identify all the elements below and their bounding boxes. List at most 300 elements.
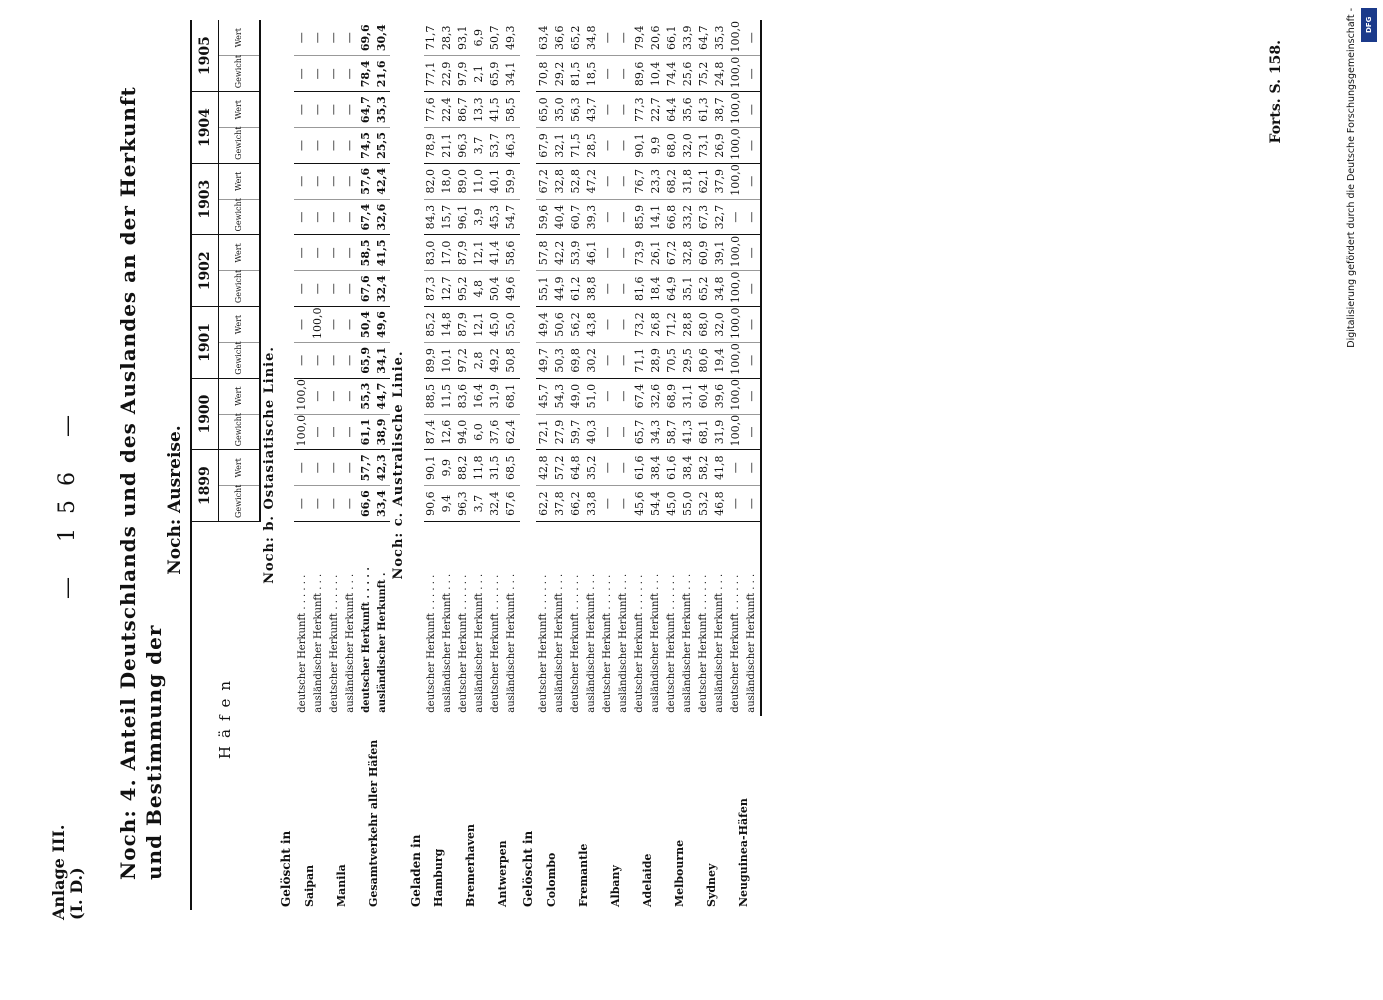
gewicht-value: —	[728, 486, 744, 522]
wert-value: 39,1	[712, 235, 728, 271]
gewicht-value: 97,9	[456, 56, 472, 92]
gewicht-value: —	[744, 128, 761, 164]
gewicht-value: —	[342, 199, 358, 235]
gewicht-value: 45,3	[488, 199, 504, 235]
wert-value: 45,0	[488, 307, 504, 343]
gewicht-value: 45,0	[664, 486, 680, 522]
gewicht-value: 4,8	[472, 271, 488, 307]
gewicht-value: 78,9	[424, 128, 440, 164]
port-name: Manila	[335, 864, 348, 907]
gewicht-value: —	[310, 128, 326, 164]
annex-line-2: (I. D.)	[67, 867, 87, 920]
wert-value: 56,3	[568, 92, 584, 128]
wert-value: —	[616, 20, 632, 56]
wert-header: Wert	[219, 450, 261, 486]
wert-value: —	[744, 92, 761, 128]
gewicht-value: 28,9	[648, 342, 664, 378]
gewicht-value: 96,3	[456, 486, 472, 522]
gewicht-value: 70,8	[536, 56, 552, 92]
wert-value: —	[326, 20, 342, 56]
origin-label: deutscher Herkunft . . . . . .	[458, 574, 470, 713]
table-heading: Noch: 4. Anteil Deutschlands und des Auslandes an der Herkunft und Bestimmung der	[116, 86, 166, 880]
gewicht-value: —	[326, 342, 342, 378]
port-name: Albany	[608, 865, 622, 907]
gewicht-value: —	[616, 199, 632, 235]
origin-label: ausländischer Herkunft . . .	[618, 573, 630, 713]
gewicht-value: 69,8	[568, 342, 584, 378]
gewicht-value: 94,0	[456, 414, 472, 450]
gewicht-value: 41,3	[680, 414, 696, 450]
table-row	[358, 20, 374, 910]
wert-value: 61,6	[632, 450, 648, 486]
origin-label: ausländischer Herkunft . . .	[442, 573, 454, 713]
gewicht-value: 40,4	[552, 199, 568, 235]
gewicht-value: 89,6	[632, 56, 648, 92]
wert-value: 32,8	[680, 235, 696, 271]
gewicht-value: —	[600, 342, 616, 378]
wert-value: —	[342, 235, 358, 271]
wert-value: —	[326, 378, 342, 414]
gewicht-value: 50,8	[504, 342, 520, 378]
gewicht-value: 71,1	[632, 342, 648, 378]
origin-label: ausländischer Herkunft . . .	[554, 573, 566, 713]
gewicht-value: 35,1	[680, 271, 696, 307]
gewicht-value: —	[744, 199, 761, 235]
gewicht-value: —	[616, 486, 632, 522]
wert-value: 49,6	[374, 307, 390, 343]
wert-value: 9,9	[440, 450, 456, 486]
wert-value: —	[600, 378, 616, 414]
gewicht-value: 68,0	[664, 128, 680, 164]
gewicht-value: 25,5	[374, 128, 390, 164]
continuation-note: Forts. S. 158.	[1268, 40, 1284, 144]
wert-value: 57,8	[536, 235, 552, 271]
wert-value: 58,5	[504, 92, 520, 128]
wert-value: 59,9	[504, 163, 520, 199]
gewicht-value: 50,3	[552, 342, 568, 378]
gewicht-value: —	[600, 56, 616, 92]
gewicht-value: 85,9	[632, 199, 648, 235]
gewicht-value: 2,1	[472, 56, 488, 92]
wert-value: 42,2	[552, 235, 568, 271]
wert-value: 64,7	[696, 20, 712, 56]
gewicht-value: 31,9	[712, 414, 728, 450]
table-row	[632, 20, 648, 910]
origin-label: deutscher Herkunft . . . . . .	[634, 574, 646, 713]
wert-value: 34,8	[584, 20, 600, 56]
table-row	[664, 20, 680, 910]
wert-value: 68,2	[664, 163, 680, 199]
gewicht-value: —	[342, 486, 358, 522]
gewicht-value: —	[294, 486, 310, 522]
wert-value: 68,9	[664, 378, 680, 414]
port-name: Saipan	[303, 864, 316, 907]
gewicht-value: —	[744, 56, 761, 92]
wert-value: 54,3	[552, 378, 568, 414]
gewicht-value: —	[294, 199, 310, 235]
page-number: — 156 —	[55, 401, 80, 599]
gewicht-value: 65,7	[632, 414, 648, 450]
gewicht-value: 49,2	[488, 342, 504, 378]
wert-value: 100,0	[310, 307, 326, 343]
gewicht-value: 10,1	[440, 342, 456, 378]
gewicht-value: —	[616, 128, 632, 164]
gewicht-value: 96,3	[456, 128, 472, 164]
wert-value: 43,8	[584, 307, 600, 343]
table-row	[536, 20, 552, 910]
wert-value: 67,2	[536, 163, 552, 199]
wert-value: 88,2	[456, 450, 472, 486]
gewicht-value: —	[600, 414, 616, 450]
gewicht-value: 49,6	[504, 271, 520, 307]
origin-label: deutscher Herkunft . . . . . .	[666, 574, 678, 713]
origin-label: deutscher Herkunft . . . . . .	[570, 574, 582, 713]
wert-value: 31,1	[680, 378, 696, 414]
gewicht-value: 65,2	[696, 271, 712, 307]
wert-value: 100,0	[728, 235, 744, 271]
gewicht-value: 9,4	[440, 486, 456, 522]
gewicht-value: —	[294, 342, 310, 378]
wert-value: 12,1	[472, 235, 488, 271]
wert-value: —	[744, 450, 761, 486]
gewicht-value: —	[326, 271, 342, 307]
port-name: Gesamtverkehr aller Häfen	[367, 739, 380, 907]
wert-value: 65,0	[536, 92, 552, 128]
wert-value: 26,1	[648, 235, 664, 271]
origin-label: ausländischer Herkunft . . .	[312, 573, 324, 713]
wert-value: 38,4	[648, 450, 664, 486]
gewicht-value: 44,9	[552, 271, 568, 307]
gewicht-value: —	[326, 199, 342, 235]
wert-value: —	[326, 450, 342, 486]
gewicht-value: 90,1	[632, 128, 648, 164]
port-name: Melbourne	[672, 839, 686, 907]
wert-value: 58,2	[696, 450, 712, 486]
origin-label: deutscher Herkunft . . . . . .	[698, 574, 710, 713]
gewicht-value: 15,7	[440, 199, 456, 235]
wert-value: 100,0	[728, 163, 744, 199]
gewicht-value: 6,0	[472, 414, 488, 450]
wert-value: 62,1	[696, 163, 712, 199]
gewicht-header: Gewicht	[219, 128, 261, 164]
origin-label: deutscher Herkunft . . . . . .	[490, 574, 502, 713]
gewicht-value: 61,1	[358, 414, 374, 450]
wert-value: 33,9	[680, 20, 696, 56]
gewicht-value: 14,1	[648, 199, 664, 235]
port-name: Adelaide	[640, 853, 654, 907]
gewicht-value: —	[616, 414, 632, 450]
gewicht-value: 18,4	[648, 271, 664, 307]
origin-label: ausländischer Herkunft . . .	[682, 573, 694, 713]
gewicht-value: —	[342, 342, 358, 378]
gewicht-value: 67,3	[696, 199, 712, 235]
wert-value: —	[616, 378, 632, 414]
gewicht-value: 33,4	[374, 486, 390, 522]
year-header: 1902	[191, 235, 219, 307]
wert-value: —	[600, 163, 616, 199]
gewicht-value: —	[600, 199, 616, 235]
wert-value: 53,9	[568, 235, 584, 271]
wert-value: 64,4	[664, 92, 680, 128]
gewicht-value: 66,6	[358, 486, 374, 522]
wert-value: 66,1	[664, 20, 680, 56]
wert-value: 46,1	[584, 235, 600, 271]
wert-value: 67,2	[664, 235, 680, 271]
gewicht-value: 96,1	[456, 199, 472, 235]
wert-value: 85,2	[424, 307, 440, 343]
gewicht-value: 71,5	[568, 128, 584, 164]
origin-label: deutscher Herkunft . . . . . .	[296, 574, 308, 713]
wert-value: —	[310, 450, 326, 486]
wert-value: 68,5	[504, 450, 520, 486]
gewicht-value: 81,5	[568, 56, 584, 92]
gewicht-value: 67,6	[504, 486, 520, 522]
wert-value: 35,3	[712, 20, 728, 56]
wert-value: 83,6	[456, 378, 472, 414]
gewicht-value: 32,4	[488, 486, 504, 522]
gewicht-value: 26,9	[712, 128, 728, 164]
wert-value: 42,4	[374, 163, 390, 199]
wert-value: 77,6	[424, 92, 440, 128]
gewicht-value: 100,0	[728, 271, 744, 307]
table-row	[600, 20, 616, 910]
gewicht-value: —	[310, 56, 326, 92]
gewicht-value: 67,4	[358, 199, 374, 235]
wert-value: 32,8	[552, 163, 568, 199]
gewicht-value: 64,9	[664, 271, 680, 307]
year-header: 1904	[191, 92, 219, 164]
gewicht-value: 19,4	[712, 342, 728, 378]
gewicht-value: —	[294, 128, 310, 164]
wert-value: 42,8	[536, 450, 552, 486]
gewicht-value: 9,9	[648, 128, 664, 164]
wert-value: 57,2	[552, 450, 568, 486]
group-label: Geladen in	[408, 834, 423, 907]
gewicht-value: —	[744, 486, 761, 522]
gewicht-value: 32,1	[552, 128, 568, 164]
wert-value: 38,4	[680, 450, 696, 486]
wert-value: 11,0	[472, 163, 488, 199]
gewicht-value: 95,2	[456, 271, 472, 307]
gewicht-header: Gewicht	[219, 199, 261, 235]
gewicht-value: 25,6	[680, 56, 696, 92]
gewicht-value: 49,7	[536, 342, 552, 378]
gewicht-value: 38,8	[584, 271, 600, 307]
port-name: Bremerhaven	[464, 823, 478, 907]
wert-value: —	[294, 307, 310, 343]
gewicht-value: 74,5	[358, 128, 374, 164]
gewicht-value: —	[600, 128, 616, 164]
gewicht-value: 29,2	[552, 56, 568, 92]
wert-value: 89,0	[456, 163, 472, 199]
wert-value: 45,7	[536, 378, 552, 414]
group-label: Gelöscht in	[520, 830, 535, 907]
wert-value: —	[326, 235, 342, 271]
table-body	[260, 20, 761, 910]
gewicht-value: —	[744, 342, 761, 378]
gewicht-value: 87,4	[424, 414, 440, 450]
wert-value: 100,0	[728, 92, 744, 128]
table-row	[326, 20, 342, 910]
wert-value: 11,8	[472, 450, 488, 486]
gewicht-header: Gewicht	[219, 414, 261, 450]
wert-value: —	[342, 450, 358, 486]
gewicht-header: Gewicht	[219, 342, 261, 378]
gewicht-value: 32,0	[680, 128, 696, 164]
section-title: Noch: b. Ostasiatische Linie.	[262, 346, 277, 584]
gewicht-header: Gewicht	[219, 56, 261, 92]
wert-value: —	[744, 307, 761, 343]
gewicht-value: 18,5	[584, 56, 600, 92]
gewicht-value: 66,8	[664, 199, 680, 235]
wert-value: 38,7	[712, 92, 728, 128]
table-row	[728, 20, 744, 910]
gewicht-value: 3,7	[472, 486, 488, 522]
group-row	[520, 20, 536, 910]
wert-value: 22,7	[648, 92, 664, 128]
gewicht-value: —	[728, 199, 744, 235]
wert-value: —	[294, 92, 310, 128]
dfg-logo: DFG	[1361, 8, 1377, 42]
origin-label: ausländischer Herkunft . . .	[344, 573, 356, 713]
wert-value: 49,0	[568, 378, 584, 414]
gewicht-value: 59,6	[536, 199, 552, 235]
wert-value: 87,9	[456, 307, 472, 343]
port-name: Fremantle	[576, 843, 590, 907]
wert-value: —	[342, 20, 358, 56]
table-subheading: Noch: Ausreise.	[165, 425, 185, 575]
gewicht-value: —	[616, 271, 632, 307]
table-row	[424, 20, 440, 910]
origin-label: ausländischer Herkunft . . .	[744, 522, 761, 716]
wert-value: 88,5	[424, 378, 440, 414]
gewicht-value: 58,7	[664, 414, 680, 450]
gewicht-value: —	[744, 271, 761, 307]
gewicht-value: 65,9	[488, 56, 504, 92]
gewicht-value: 72,1	[536, 414, 552, 450]
wert-value: 77,3	[632, 92, 648, 128]
origin-label: ausländischer Herkunft .	[376, 572, 388, 713]
wert-value: 41,8	[712, 450, 728, 486]
gewicht-value: 34,1	[374, 342, 390, 378]
wert-value: 60,4	[696, 378, 712, 414]
wert-value: 37,9	[712, 163, 728, 199]
wert-value: 35,0	[552, 92, 568, 128]
wert-value: 18,0	[440, 163, 456, 199]
group-row	[408, 20, 424, 910]
gewicht-value: 38,9	[374, 414, 390, 450]
wert-value: 73,2	[632, 307, 648, 343]
gewicht-value: 74,4	[664, 56, 680, 92]
wert-value: 90,1	[424, 450, 440, 486]
gewicht-value: 70,5	[664, 342, 680, 378]
port-name: Antwerpen	[496, 840, 510, 907]
wert-value: 50,7	[488, 20, 504, 56]
gewicht-header: Gewicht	[219, 486, 261, 522]
gewicht-value: 32,7	[712, 199, 728, 235]
gewicht-value: 67,9	[536, 128, 552, 164]
gewicht-value: 22,9	[440, 56, 456, 92]
port-name: Colombo	[544, 852, 558, 907]
wert-value: 40,1	[488, 163, 504, 199]
table-row	[456, 20, 472, 910]
gewicht-value: 66,2	[568, 486, 584, 522]
wert-value: 64,7	[358, 92, 374, 128]
gewicht-value: 89,9	[424, 342, 440, 378]
origin-label: ausländischer Herkunft . . .	[474, 573, 486, 713]
gewicht-value: 2,8	[472, 342, 488, 378]
gewicht-value: 53,7	[488, 128, 504, 164]
wert-value: 35,2	[584, 450, 600, 486]
gewicht-value: 90,6	[424, 486, 440, 522]
wert-value: 41,5	[488, 92, 504, 128]
wert-value: 83,0	[424, 235, 440, 271]
gewicht-value: 54,4	[648, 486, 664, 522]
wert-value: —	[744, 163, 761, 199]
wert-value: 41,5	[374, 235, 390, 271]
wert-value: 23,3	[648, 163, 664, 199]
wert-value: —	[728, 450, 744, 486]
wert-value: 100,0	[728, 378, 744, 414]
gewicht-value: 55,1	[536, 271, 552, 307]
wert-value: 87,9	[456, 235, 472, 271]
gewicht-value: 33,8	[584, 486, 600, 522]
wert-value: 67,4	[632, 378, 648, 414]
gewicht-value: 87,3	[424, 271, 440, 307]
gewicht-value: 62,4	[504, 414, 520, 450]
gewicht-value: 32,4	[374, 271, 390, 307]
wert-value: 26,8	[648, 307, 664, 343]
table-row	[294, 20, 310, 910]
gewicht-value: 65,9	[358, 342, 374, 378]
gewicht-value: 12,6	[440, 414, 456, 450]
wert-header: Wert	[219, 92, 261, 128]
origin-label: ausländischer Herkunft . . .	[650, 573, 662, 713]
gewicht-value: —	[294, 271, 310, 307]
gewicht-value: 34,8	[712, 271, 728, 307]
wert-value: —	[294, 235, 310, 271]
wert-value: 57,6	[358, 163, 374, 199]
wert-value: 43,7	[584, 92, 600, 128]
wert-value: 50,6	[552, 307, 568, 343]
gewicht-value: 3,9	[472, 199, 488, 235]
wert-header: Wert	[219, 307, 261, 343]
gewicht-value: —	[326, 56, 342, 92]
table-row	[488, 20, 504, 910]
wert-value: 57,7	[358, 450, 374, 486]
gewicht-value: 28,5	[584, 128, 600, 164]
gewicht-value: 62,2	[536, 486, 552, 522]
wert-value: —	[600, 450, 616, 486]
wert-value: 86,7	[456, 92, 472, 128]
wert-value: —	[744, 378, 761, 414]
wert-value: 63,4	[536, 20, 552, 56]
gewicht-value: —	[310, 199, 326, 235]
gewicht-value: 80,6	[696, 342, 712, 378]
wert-value: —	[342, 163, 358, 199]
table-row	[696, 20, 712, 910]
gewicht-value: —	[616, 342, 632, 378]
gewicht-value: 78,4	[358, 56, 374, 92]
header-year-row	[191, 20, 219, 910]
wert-value: —	[310, 20, 326, 56]
wert-value: 56,2	[568, 307, 584, 343]
gewicht-value: 3,7	[472, 128, 488, 164]
wert-value: —	[616, 163, 632, 199]
wert-value: 30,4	[374, 20, 390, 56]
gewicht-value: 40,3	[584, 414, 600, 450]
gewicht-value: —	[310, 342, 326, 378]
